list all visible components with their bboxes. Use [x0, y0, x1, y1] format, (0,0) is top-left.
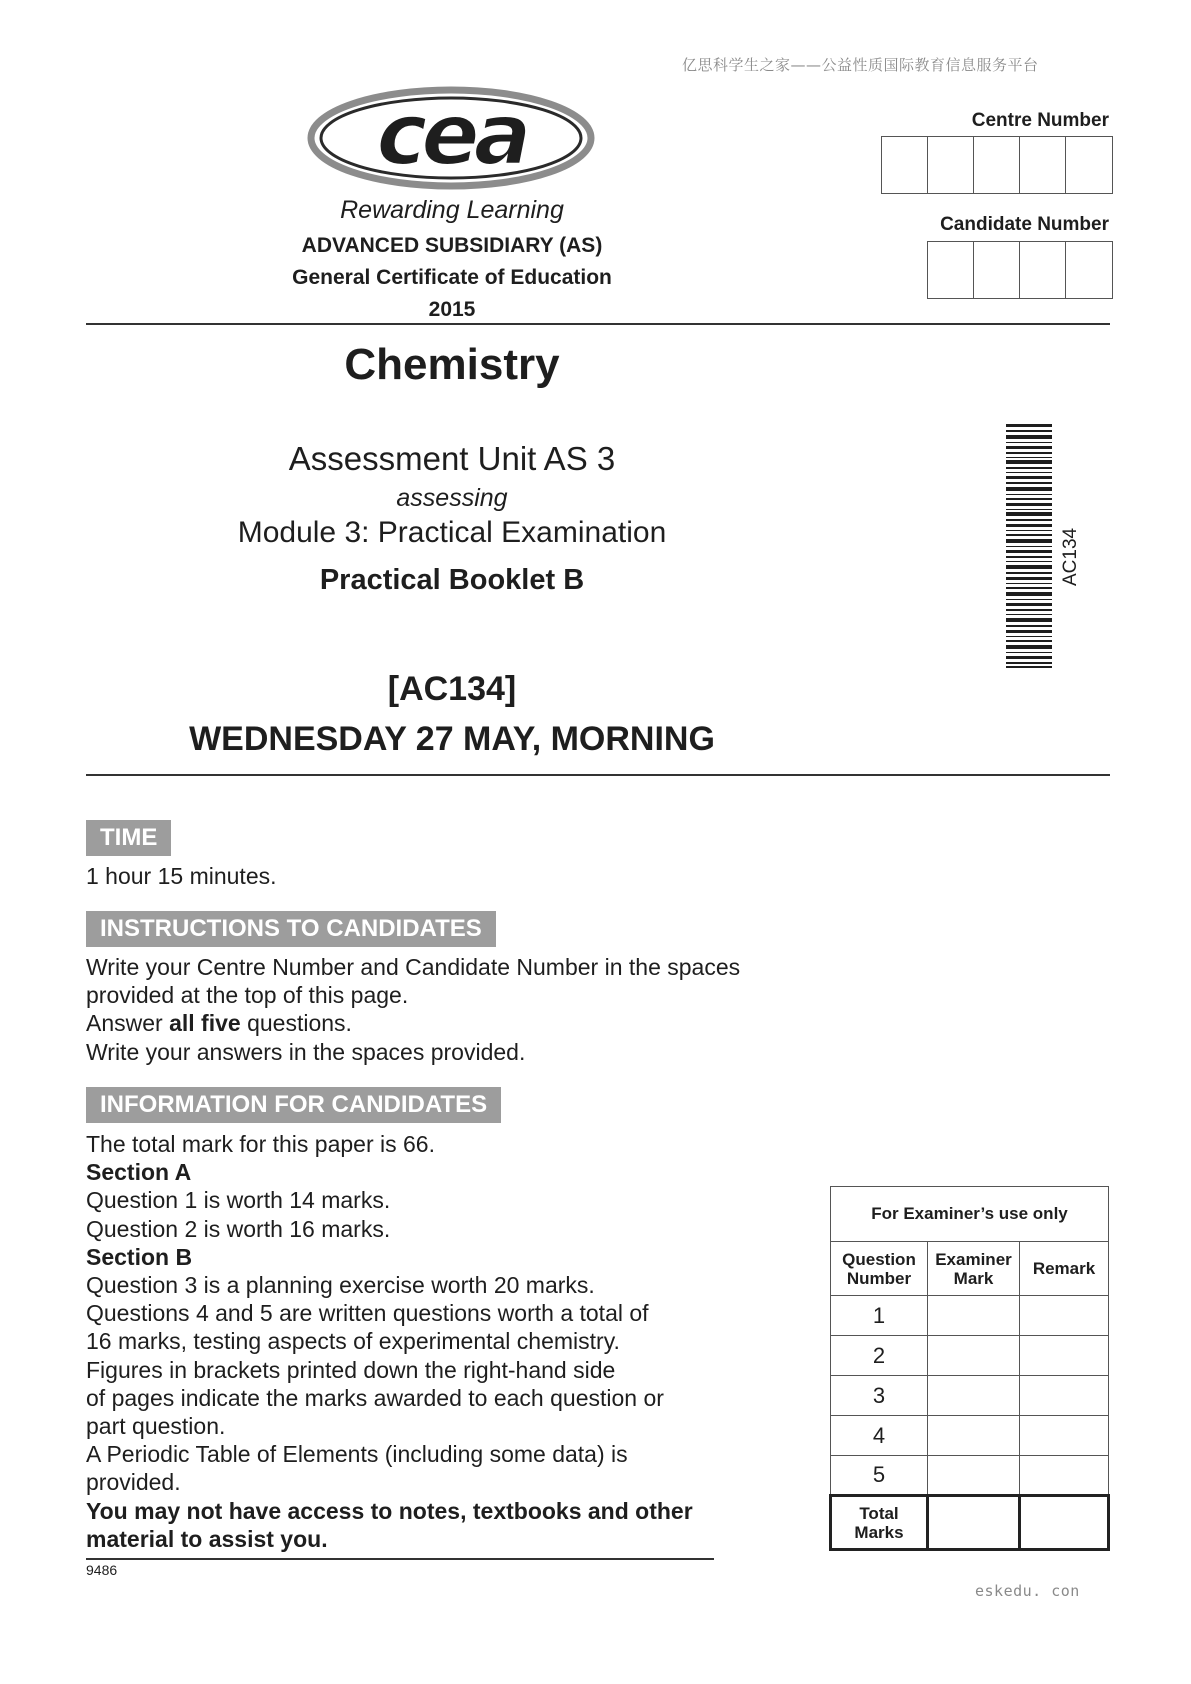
question-number: 5 — [831, 1456, 928, 1496]
time-value: 1 hour 15 minutes. — [86, 863, 277, 889]
paper-code: [AC134] — [387, 670, 517, 708]
instruction-line: provided at the top of this page. — [86, 982, 409, 1009]
centre-digit-box[interactable] — [1066, 137, 1112, 193]
examiner-table-title: For Examiner’s use only — [831, 1187, 1109, 1242]
remark-cell[interactable] — [1020, 1456, 1109, 1496]
total-row — [831, 1496, 1109, 1550]
watermark-top: 亿思科学生之家——公益性质国际教育信息服务平台 — [682, 56, 1039, 74]
subject-title: Chemistry — [344, 340, 560, 389]
instructions-heading: INSTRUCTIONS TO CANDIDATES — [86, 911, 496, 947]
cea-logo — [306, 86, 596, 190]
watermark-bottom: eskedu. con — [975, 1582, 1080, 1600]
info-line: of pages indicate the marks awarded to each question or — [86, 1384, 664, 1411]
col-question-number: Question Number — [831, 1242, 928, 1296]
candidate-digit-box[interactable] — [928, 242, 974, 298]
col-remark: Remark — [1020, 1242, 1109, 1296]
info-line: Question 1 is worth 14 marks. — [86, 1187, 391, 1214]
info-line: Question 2 is worth 16 marks. — [86, 1215, 391, 1242]
header-divider — [86, 323, 1110, 325]
exam-year: 2015 — [428, 298, 476, 321]
barcode — [1006, 424, 1052, 668]
question-number: 3 — [831, 1376, 928, 1416]
module-name: Module 3: Practical Examination — [237, 516, 667, 549]
centre-number-label: Centre Number — [971, 110, 1109, 131]
centre-digit-box[interactable] — [974, 137, 1020, 193]
logo-text: cea — [376, 86, 526, 185]
candidate-digit-box[interactable] — [974, 242, 1020, 298]
instruction-line: Write your Centre Number and Candidate Number in the spaces — [86, 954, 741, 980]
examiner-mark-cell[interactable] — [928, 1456, 1020, 1496]
centre-digit-box[interactable] — [1020, 137, 1066, 193]
question-number: 2 — [831, 1336, 928, 1376]
information-text — [86, 1130, 693, 1553]
barcode-label: AC134 — [1060, 527, 1081, 586]
info-line: The total mark for this paper is 66. — [86, 1131, 435, 1157]
candidate-number-label: Candidate Number — [940, 214, 1109, 235]
total-mark-cell[interactable] — [928, 1496, 1020, 1550]
exam-date: WEDNESDAY 27 MAY, MORNING — [189, 720, 715, 758]
centre-digit-box[interactable] — [882, 137, 928, 193]
information-heading: INFORMATION FOR CANDIDATES — [86, 1087, 501, 1123]
info-line: You may not have access to notes, textbooks and other — [86, 1497, 693, 1524]
examiner-mark-cell[interactable] — [928, 1336, 1020, 1376]
info-line: material to assist you. — [86, 1525, 328, 1552]
instruction-line: Answer all five questions. — [86, 1010, 352, 1037]
title-divider — [86, 774, 1110, 776]
logo-tagline: Rewarding Learning — [340, 196, 564, 224]
instruction-line: Write your answers in the spaces provided. — [86, 1038, 526, 1065]
time-heading: TIME — [86, 820, 171, 856]
table-row — [831, 1296, 1109, 1336]
examiner-table — [829, 1186, 1110, 1551]
centre-digit-box[interactable] — [928, 137, 974, 193]
candidate-digit-box[interactable] — [1020, 242, 1066, 298]
info-line: Question 3 is a planning exercise worth 20 marks. — [86, 1272, 595, 1299]
total-remark-cell[interactable] — [1020, 1496, 1109, 1550]
footer-code: 9486 — [86, 1562, 118, 1578]
certificate: General Certificate of Education — [292, 266, 612, 289]
info-line: 16 marks, testing aspects of experimental chemistry. — [86, 1328, 620, 1355]
footer-divider — [86, 1558, 714, 1560]
booklet-name: Practical Booklet B — [319, 564, 585, 596]
instructions-text — [86, 953, 740, 1066]
info-line: A Periodic Table of Elements (including some data) is — [86, 1441, 628, 1468]
total-marks-label: Total Marks — [831, 1496, 928, 1550]
remark-cell[interactable] — [1020, 1376, 1109, 1416]
info-line: Questions 4 and 5 are written questions worth a total of — [86, 1300, 649, 1327]
candidate-number-boxes[interactable] — [927, 241, 1113, 299]
table-row — [831, 1376, 1109, 1416]
table-row — [831, 1456, 1109, 1496]
info-line: provided. — [86, 1469, 181, 1496]
candidate-digit-box[interactable] — [1066, 242, 1112, 298]
info-line: Section B — [86, 1243, 193, 1270]
info-line: Section A — [86, 1159, 192, 1186]
assessing-label: assessing — [396, 484, 508, 512]
remark-cell[interactable] — [1020, 1296, 1109, 1336]
question-number: 4 — [831, 1416, 928, 1456]
centre-number-boxes[interactable] — [881, 136, 1113, 194]
examiner-mark-cell[interactable] — [928, 1416, 1020, 1456]
remark-cell[interactable] — [1020, 1336, 1109, 1376]
table-row — [831, 1336, 1109, 1376]
col-examiner-mark: Examiner Mark — [928, 1242, 1020, 1296]
assessment-unit: Assessment Unit AS 3 — [288, 440, 616, 477]
examiner-mark-cell[interactable] — [928, 1296, 1020, 1336]
examiner-mark-cell[interactable] — [928, 1376, 1020, 1416]
qualification: ADVANCED SUBSIDIARY (AS) — [301, 234, 603, 257]
question-number: 1 — [831, 1296, 928, 1336]
remark-cell[interactable] — [1020, 1416, 1109, 1456]
info-line: Figures in brackets printed down the right-hand side — [86, 1356, 616, 1383]
table-row — [831, 1416, 1109, 1456]
info-line: part question. — [86, 1413, 226, 1440]
